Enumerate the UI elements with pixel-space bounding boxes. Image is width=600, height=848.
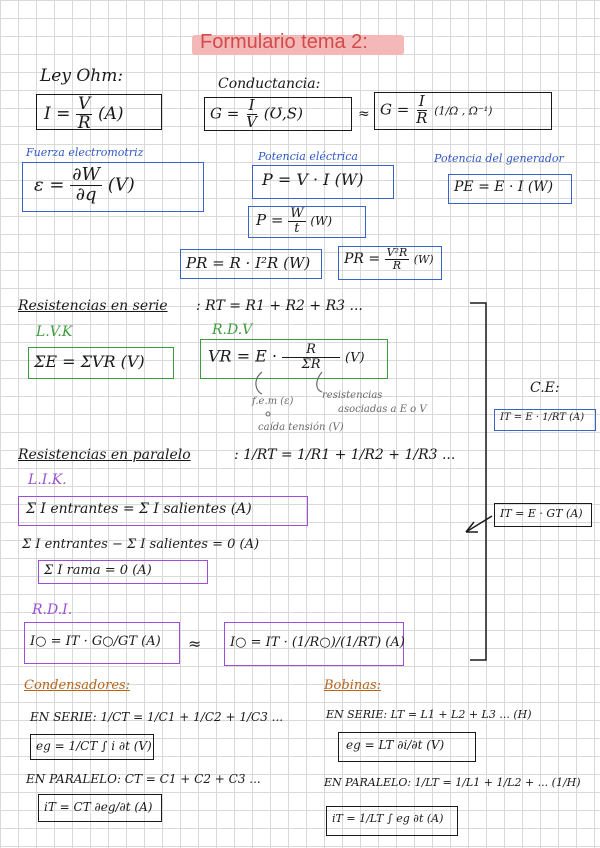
page-title: Formulario tema 2:	[200, 31, 368, 53]
fem-num: ∂W	[72, 164, 101, 185]
potencia-formula-1: P = V · I (W)	[262, 170, 364, 189]
cond-f1-lhs: G =	[210, 104, 240, 123]
lik-formula-3: Σ I rama = 0 (A)	[44, 563, 152, 578]
potencia-label: Potencia eléctrica	[258, 150, 358, 163]
pot-f2-num: W	[290, 206, 304, 221]
pot-f4-unit: (W)	[413, 253, 434, 267]
bob-serie-formula: eg = LT ∂i/∂t (V)	[346, 738, 445, 752]
cond-f2-lhs: G =	[380, 100, 410, 119]
pot-f2-den: t	[294, 220, 300, 236]
paralelo-formula: : 1/RT = 1/R1 + 1/R2 + 1/R3 ...	[234, 447, 456, 463]
conductancia-approx: ≈	[358, 106, 370, 122]
lik-formula: Σ I entrantes = Σ I salientes (A)	[26, 501, 252, 517]
cond-f2-num: I	[418, 92, 425, 110]
arrow-head	[466, 522, 478, 532]
pot-f2-unit: (W)	[310, 214, 333, 229]
rdi-approx: ≈	[188, 634, 202, 653]
bob-paralelo: EN PARALELO: 1/LT = 1/L1 + 1/L2 + ... (1/H)	[324, 776, 581, 789]
cond-f1-num: I	[248, 96, 255, 114]
cond-paralelo: EN PARALELO: CT = C1 + C2 + C3 ...	[26, 772, 261, 786]
paralelo-label: Resistencias en paralelo	[18, 447, 191, 463]
serie-label: Resistencias en serie	[18, 298, 168, 314]
bob-serie: EN SERIE: LT = L1 + L2 + L3 ... (H)	[326, 708, 532, 721]
cond-paralelo-formula: iT = CT ∂eg/∂t (A)	[44, 800, 153, 814]
generador-formula: PE = E · I (W)	[454, 179, 554, 195]
resistencias-pointer	[317, 372, 322, 392]
lik-formula-2: Σ I entrantes − Σ I salientes = 0 (A)	[22, 537, 260, 552]
pot-f4-den: R	[392, 258, 402, 272]
rdv-note-asociadas: asociadas a E o V	[338, 404, 427, 415]
rdv-lhs: VR = E ·	[208, 346, 278, 366]
pot-f4-num: V²R	[386, 246, 408, 259]
ce-formula-2: IT = E · GT (A)	[500, 507, 583, 520]
ohm-num: V	[78, 94, 91, 114]
caida-pointer	[266, 412, 270, 416]
ohm-label: Ley Ohm:	[40, 66, 124, 86]
bob-paralelo-formula: iT = 1/LT ∫ eg ∂t (A)	[332, 812, 444, 825]
fem-den: ∂q	[75, 183, 97, 205]
cond-f2-den: R	[416, 108, 428, 127]
rdv-note-resistencias: resistencias	[322, 390, 383, 401]
rdi-label: R.D.I.	[32, 602, 73, 618]
ce-formula-1: IT = E · 1/RT (A)	[500, 412, 585, 423]
arrow-line	[466, 516, 492, 532]
cond-f1-den: V	[246, 112, 257, 131]
pot-f4-lhs: PR =	[344, 251, 381, 268]
conductancia-label: Conductancia:	[218, 76, 321, 92]
generador-label: Potencia del generador	[434, 152, 564, 165]
cond-serie-formula: eg = 1/CT ∫ i ∂t (V)	[36, 739, 152, 753]
cond-f2-unit: (1/Ω , Ω⁻¹)	[434, 104, 493, 118]
rdv-num: R	[282, 343, 340, 358]
rdi-formula-2: I○ = IT · (1/R○)/(1/RT) (A)	[230, 635, 405, 650]
ohm-den: R	[77, 112, 91, 133]
condensadores-label: Condensadores:	[24, 678, 131, 693]
rdv-label: R.D.V	[212, 322, 253, 338]
serie-formula: : RT = R1 + R2 + R3 ...	[196, 298, 363, 314]
rdv-note-caida: caída tensión (V)	[258, 422, 344, 433]
fem-lhs: ε =	[34, 174, 65, 196]
fem-unit: (V)	[107, 174, 135, 196]
fem-label: Fuerza electromotriz	[26, 146, 144, 159]
rdv-unit: (V)	[345, 350, 365, 366]
cond-serie: EN SERIE: 1/CT = 1/C1 + 1/C2 + 1/C3 ...	[30, 710, 284, 724]
rdv-den: ΣR	[301, 356, 321, 372]
ce-label: C.E:	[530, 380, 560, 396]
ohm-lhs: I =	[44, 103, 71, 124]
potencia-formula-3: PR = R · I²R (W)	[186, 254, 311, 272]
fem-pointer	[256, 372, 262, 394]
ohm-unit: (A)	[98, 103, 124, 124]
pot-f2-lhs: P =	[256, 211, 284, 230]
lik-label: L.I.K.	[28, 472, 67, 488]
bracket-stroke	[470, 303, 486, 660]
bobinas-label: Bobinas:	[324, 678, 382, 693]
lvk-label: L.V.K	[36, 324, 73, 340]
cond-f1-unit: (Ʊ,S)	[263, 104, 303, 123]
rdi-formula-1: I○ = IT · G○/GT (A)	[30, 634, 161, 649]
lvk-formula: ΣE = ΣVR (V)	[34, 352, 145, 371]
rdv-note-fem: f.e.m (ε)	[252, 396, 294, 407]
